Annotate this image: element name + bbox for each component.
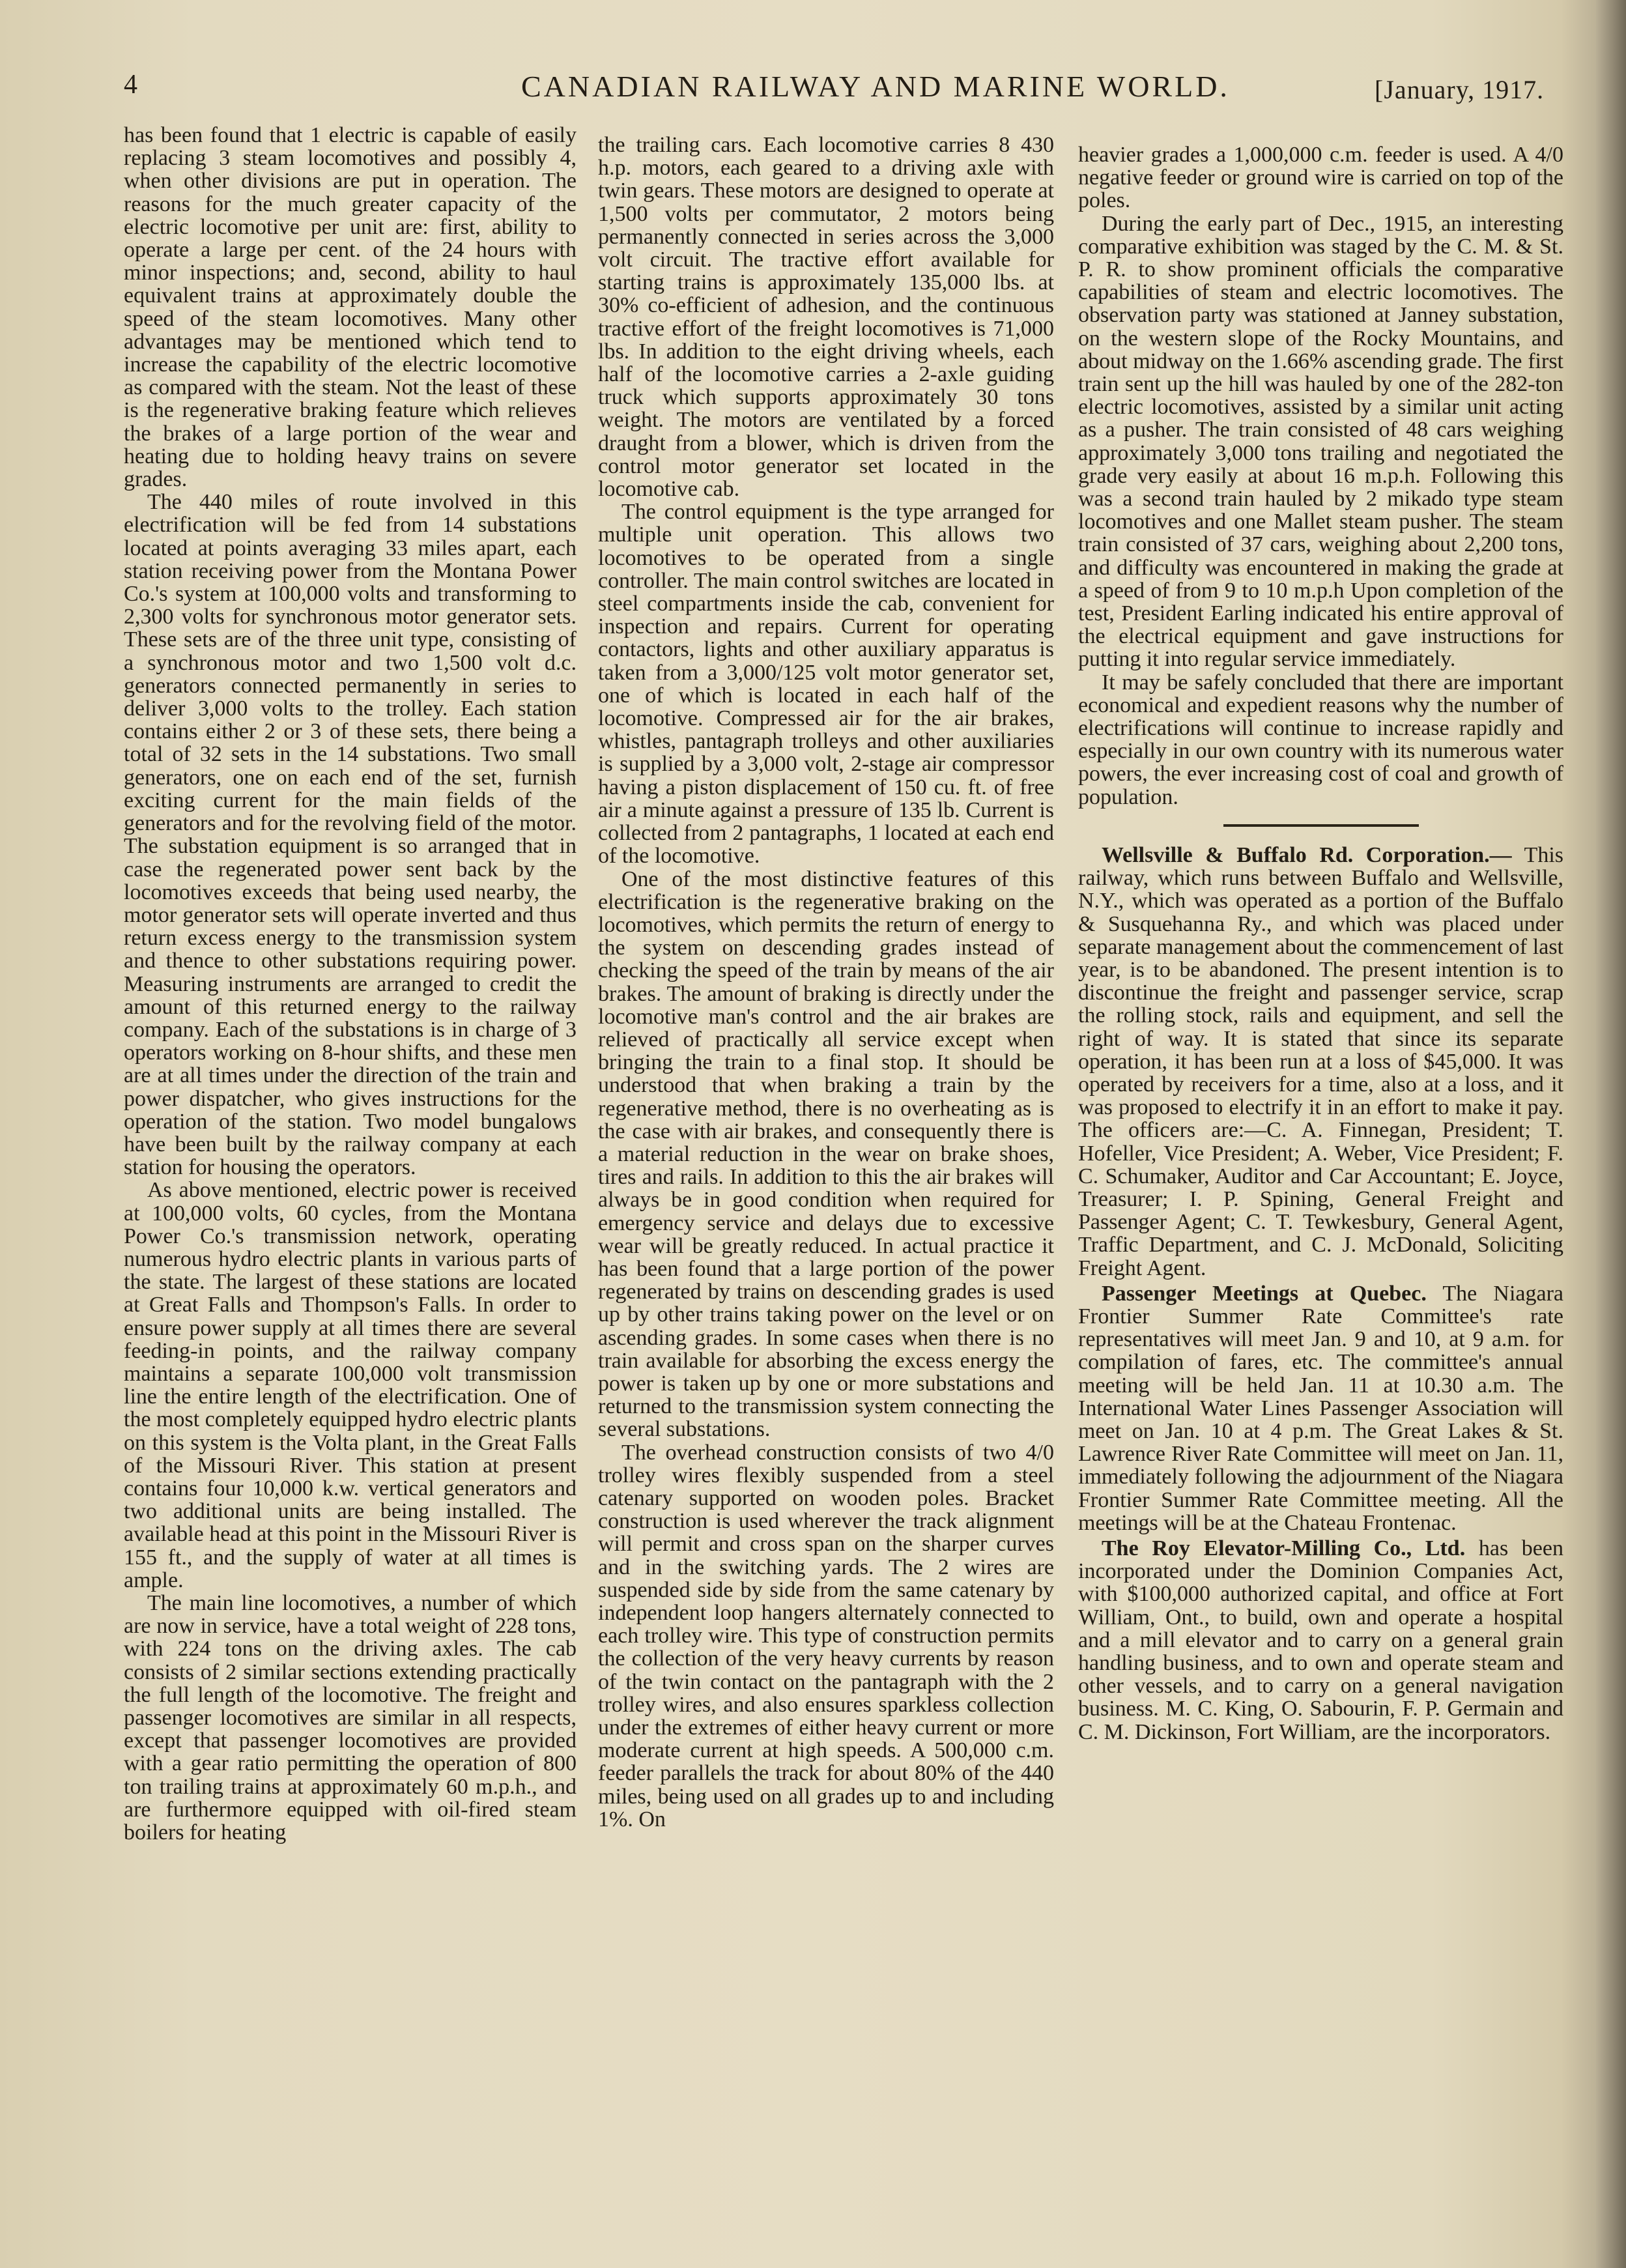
page-header <box>0 65 1626 117</box>
paragraph: has been found that 1 electric is capable of easily replacing 3 steam locomotives and possibly 4, when other divisions are put in operation. The reasons for the much greater capacity of the electric locomotive per unit are: first, ability to operate a large per cent. of the 24 hours with minor inspections; and, second, ability to haul equivalent trains at approximately double the speed of the steam locomotives. Many other advantages may be mentioned which tend to increase the capability of the electric locomotive as compared with the steam. Not the least of these is the regenerative braking feature which relieves the brakes of a large portion of the wear and heating due to holding heavy trains on severe grades. <box>124 123 577 492</box>
page-number: 4 <box>124 70 137 100</box>
news-body: has been incorporated under the Dominion Companies Act, with $100,000 authorized capital, and office at Fort William, Ont., to build, own and operate a hospital and a mill elevator and to carry on a general grain handling business, and to own and operate steam and other vessels, and to carry on a general navigation business. M. C. King, O. Sabourin, F. P. Germain and C. M. Dickinson, Fort William, are the incorporators. <box>1078 1536 1563 1744</box>
paragraph: It may be safely concluded that there are important economical and expedient reasons why the number of electrifications will continue to increase rapidly and especially in our own country with its numerous water powers, the ever increasing cost of coal and growth of population. <box>1078 670 1563 809</box>
news-item-wellsville <box>1078 844 1563 1280</box>
paragraph: the trailing cars. Each locomotive carries 8 430 h.p. motors, each geared to a driving axle with twin gears. These motors are designed to operate at 1,500 volts per commutator, 2 motors being permanently connected in series across the 3,000 volt circuit. The tractive effort available for starting trains is approximately 135,000 lbs. at 30% co-efficient of adhesion, and the continuous tractive effort of the freight locomotives is 71,000 lbs. In addition to the eight driving wheels, each half of the locomotive carries a 2-axle guiding truck which supports approximately 30 tons weight. The motors are ventilated by a forced draught from a blower, which is driven from the control motor generator set located in the locomotive cab. <box>598 133 1054 502</box>
news-body: This railway, which runs between Buffalo and Wellsville, N.Y., which was operated as a portion of the Buffalo & Susquehanna Ry., and which was placed under separate management about the commencement of last year, is to be abandoned. The present intention is to discontinue the freight and passenger service, scrap the rolling stock, rails and equipment, and sell the right of way. It is stated that since its separate operation, it has been run at a loss of $45,000. It was operated by receivers for a time, also at a loss, and it was proposed to electrify it in an effort to make it pay. The officers are:—C. A. Finnegan, President; T. Hofeller, Vice President; A. Weber, Vice President; F. C. Schumaker, Auditor and Car Accountant; E. Joyce, Treasurer; I. P. Spining, General Freight and Passenger Agent; C. T. Tewkesbury, General Agent, Traffic Department, and C. J. McDonald, Soliciting Freight Agent. <box>1078 842 1563 1280</box>
paragraph: During the early part of Dec., 1915, an interesting comparative exhibition was staged by the C. M. & St. P. R. to show prominent officials the comparative capabilities of steam and electric locomotives. The observation party was stationed at Janney substation, on the western slope of the Rocky Mountains, and about midway on the 1.66% ascending grade. The first train sent up the hill was hauled by one of the 282-ton electric locomotives, assisted by a similar unit acting as a pusher. The train consisted of 48 cars weighing approximately 3,000 tons trailing and negotiated the grade very easily at about 16 m.p.h. Following this was a second train hauled by 2 mikado type steam locomotives and one Mallet steam pusher. The steam train consisted of 37 cars, weighing about 2,200 tons, and difficulty was encountered in making the grade at a speed of from 9 to 10 m.p.h Upon completion of the test, President Earling indicated his entire approval of the electrical equipment and gave instructions for putting it into regular service immediately. <box>1078 211 1563 672</box>
paragraph: The main line locomotives, a number of which are now in service, have a total weight of 228 tons, with 224 tons on the driving axles. The cab consists of 2 similar sections extending practically the full length of the locomotive. The freight and passenger locomotives are similar in all respects, except that passenger locomotives are provided with a gear ratio permitting the operation of 800 ton trailing trains at approximately 60 m.p.h., and are furthermore equipped with oil-fired steam boilers for heating <box>124 1591 577 1845</box>
issue-date: [January, 1917. <box>1375 75 1545 104</box>
news-heading: The Roy Elevator-Milling Co., Ltd. <box>1102 1536 1466 1560</box>
paragraph: The 440 miles of route involved in this electrification will be fed from 14 substations located at points averaging 33 miles apart, each station receiving power from the Montana Power Co.'s system at 100,000 volts and transforming to 2,300 volts for synchronous motor generator sets. These sets are of the three unit type, consisting of a synchronous motor and two 1,500 volt d.c. generators connected permanently in series to deliver 3,000 volts to the trolley. Each station contains either 2 or 3 of these sets, there being a total of 32 sets in the 14 substations. Two small generators, one on each end of the set, furnish exciting current for the main fields of the generators and for the revolving field of the motor. The substation equipment is so arranged that in case the regenerated power sent back by the locomotives exceeds that being used nearby, the motor generator sets will operate inverted and thus return excess energy to the transmission system and thence to other substations requiring power. Measuring instruments are arranged to credit the amount of this returned energy to the railway company. Each of the substations is in charge of 3 operators working on 8-hour shifts, and these men are at all times under the direction of the train and power dispatcher, who gives instructions for the operation of the station. Two model bungalows have been built by the railway company at each station for housing the operators. <box>124 490 577 1180</box>
section-divider <box>1223 824 1419 827</box>
column-3 <box>1078 143 1563 2196</box>
news-body: The Niagara Frontier Summer Rate Committee's rate representatives will meet Jan. 9 and 10, at 9 a.m. for compilation of fares, etc. The committee's annual meeting will be held Jan. 11 at 10.30 a.m. The International Water Lines Passenger Association will meet on Jan. 10 at 4 p.m. The Great Lakes & St. Lawrence River Rate Committee will meet on Jan. 11, immediately following the adjournment of the Niagara Frontier Summer Rate Committee meeting. All the meetings will be at the Chateau Frontenac. <box>1078 1281 1563 1535</box>
column-2 <box>598 134 1054 2186</box>
paragraph: One of the most distinctive features of this electrification is the regenerative braking on the locomotives, which permits the return of energy to the system on descending grades instead of checking the speed of the train by means of the air brakes. The amount of braking is directly under the locomotive man's control and the air brakes are relieved of practically all service except when bringing the train to a final stop. It should be understood that when braking a train by the regenerative method, there is no overheating as is the case with air brakes, and consequently there is a material reduction in the wear on brake shoes, tires and rails. In addition to this the air brakes will always be in good condition when required for emergency service and delays due to excessive wear will be greatly reduced. In actual practice it has been found that a large portion of the power regenerated by trains on descending grades is used up by other trains taking power on the level or on ascending grades. In some cases when there is no train available for absorbing the excess energy the power is taken up by one or more substations and returned to the transmission system connecting the several substations. <box>598 867 1054 1442</box>
news-heading: Wellsville & Buffalo Rd. Corporation.— <box>1102 842 1512 867</box>
paragraph: heavier grades a 1,000,000 c.m. feeder is used. A 4/0 negative feeder or ground wire is carried on top of the poles. <box>1078 143 1563 213</box>
news-item-roy-elevator <box>1078 1537 1563 1744</box>
paragraph: The overhead construction consists of two 4/0 trolley wires flexibly suspended from a steel catenary supported on wooden poles. Bracket construction is used wherever the track alignment will permit and cross span on the sharper curves and in the switching yards. The 2 wires are suspended side by side from the same catenary by independent loop hangers alternately connected to each trolley wire. This type of construction permits the collection of the very heavy currents by reason of the twin contact on the pantagraph with the 2 trolley wires, and also ensures sparkless collection under the extremes of either heavy current or more moderate current at high speeds. A 500,000 c.m. feeder parallels the track for about 80% of the 440 miles, being used on all grades up to and including 1%. On <box>598 1440 1054 1831</box>
journal-title: CANADIAN RAILWAY AND MARINE WORLD. <box>521 70 1230 103</box>
news-heading: Passenger Meetings at Quebec. <box>1102 1281 1427 1306</box>
column-1 <box>124 124 577 2176</box>
paragraph: The control equipment is the type arranged for multiple unit operation. This allows two locomotives to be operated from a single controller. The main control switches are located in steel compartments inside the cab, convenient for inspection and repairs. Current for operating contactors, lights and other auxiliary apparatus is taken from a 3,000/125 volt motor generator set, one of which is located in each half of the locomotive. Compressed air for the air brakes, whistles, pantagraph trolleys and other auxiliaries is supplied by a 3,000 volt, 2-stage air compressor having a piston displacement of 150 cu. ft. of free air a minute against a pressure of 135 lb. Current is collected from 2 pantagraphs, 1 located at each end of the locomotive. <box>598 500 1054 868</box>
news-item-quebec-meetings <box>1078 1282 1563 1534</box>
paragraph: As above mentioned, electric power is received at 100,000 volts, 60 cycles, from the Montana Power Co.'s transmission network, operating numerous hydro electric plants in various parts of the state. The largest of these stations are located at Great Falls and Thompson's Falls. In order to ensure power supply at all times there are several feeding-in points, and the railway company maintains a separate 100,000 volt transmission line the entire length of the electrification. One of the most completely equipped hydro electric plants on this system is the Volta plant, in the Great Falls of the Missouri River. This station at present contains four 10,000 k.w. vertical generators and two additional units are being installed. The available head at this point in the Missouri River is 155 ft., and the supply of water at all times is ample. <box>124 1178 577 1592</box>
page-edge-shadow <box>1596 0 1626 2268</box>
